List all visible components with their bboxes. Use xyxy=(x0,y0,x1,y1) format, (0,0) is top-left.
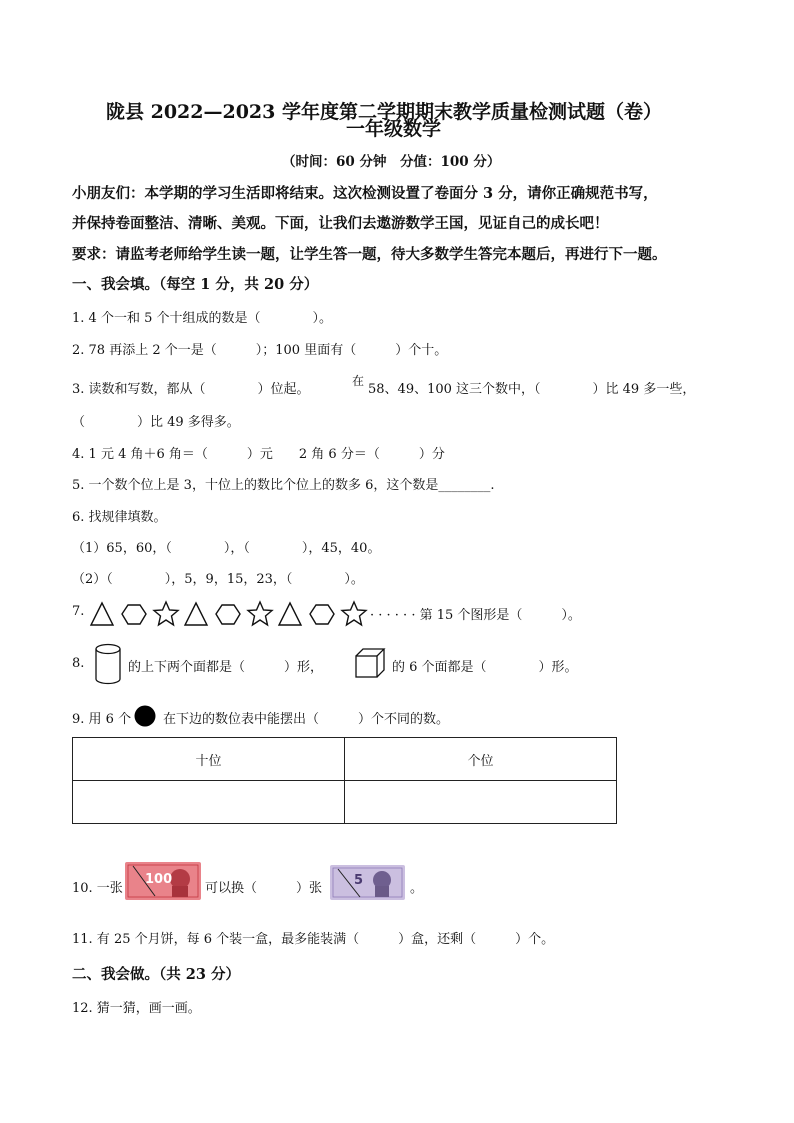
question-10-middle: 可以换（ ）张 xyxy=(205,881,323,896)
star-icon xyxy=(248,602,272,625)
question-9-suffix: 在下边的数位表中能摆出（ ）个不同的数。 xyxy=(163,712,450,727)
place-value-table xyxy=(72,737,617,824)
banknote-5-image xyxy=(330,865,405,900)
page-title: 陇县 2022—2023 学年度第二学期期末教学质量检测试题（卷） xyxy=(106,101,662,123)
question-8-cylinder-text: 的上下两个面都是（ ）形， xyxy=(128,660,324,675)
intro-line-2: 并保持卷面整洁、清晰、美观。下面，让我们去遨游数学王国，见证自己的成长吧！ xyxy=(72,215,609,232)
column-ones: 个位 xyxy=(345,738,617,781)
cube-icon xyxy=(354,647,386,679)
question-2: 2. 78 再添上 2 个一是（ ）；100 里面有（ ）个十。 xyxy=(72,343,448,358)
question-5: 5. 一个数个位上是 3，十位上的数比个位上的数多 6，这个数是________. xyxy=(72,478,495,493)
banknote-5-value: 5 xyxy=(354,873,364,888)
triangle-icon xyxy=(185,603,207,625)
hexagon-icon xyxy=(310,605,334,624)
question-8-cube-text: 的 6 个面都是（ ）形。 xyxy=(392,660,578,675)
exam-meta: （时间：60 分钟 分值：100 分） xyxy=(282,154,501,170)
question-10-suffix: 。 xyxy=(410,881,424,896)
triangle-icon xyxy=(279,603,301,625)
intro-line-1: 小朋友们：本学期的学习生活即将结束。这次检测设置了卷面分 3 分，请你正确规范书写， xyxy=(72,185,658,202)
page-subtitle: 一年级数学 xyxy=(346,118,442,140)
cell-ones xyxy=(345,781,617,824)
column-tens: 十位 xyxy=(73,738,345,781)
question-7-number: 7. xyxy=(72,604,85,619)
question-9-prefix: 9. 用 6 个 xyxy=(72,712,132,727)
cylinder-icon xyxy=(94,643,122,685)
question-10-prefix: 10. 一张 xyxy=(72,881,123,896)
hexagon-icon xyxy=(216,605,240,624)
question-11: 11. 有 25 个月饼，每 6 个装一盒，最多能装满（ ）盒，还剩（ ）个。 xyxy=(72,932,555,947)
question-7-tail: · · · · · · 第 15 个图形是（ ）。 xyxy=(370,608,581,623)
section-2-heading: 二、我会做。（共 23 分） xyxy=(72,966,241,983)
question-4: 4. 1 元 4 角＋6 角＝（ ）元 2 角 6 分＝（ ）分 xyxy=(72,447,445,462)
section-1-heading: 一、我会填。（每空 1 分，共 20 分） xyxy=(72,276,319,293)
question-3-part-3: 58、49、100 这三个数中，（ ）比 49 多一些， xyxy=(368,382,696,397)
intro-line-3: 要求：请监考老师给学生读一题，让学生答一题，待大多数学生答完本题后，再进行下一题。 xyxy=(72,246,667,263)
question-12: 12. 猜一猜，画一画。 xyxy=(72,1001,201,1016)
question-3-line-2: （ ）比 49 多得多。 xyxy=(72,415,240,430)
banknote-100-value: 100 xyxy=(145,872,173,887)
question-6-stem: 6. 找规律填数。 xyxy=(72,510,167,525)
black-dot-icon xyxy=(134,705,156,727)
table-header-row xyxy=(73,738,617,781)
triangle-icon xyxy=(91,603,113,625)
star-icon xyxy=(342,602,366,625)
hexagon-icon xyxy=(122,605,146,624)
question-3-part-1: 3. 读数和写数，都从（ ）位起。 xyxy=(72,382,310,397)
question-6-b: （2）（ ），5，9，15，23，（ ）。 xyxy=(72,572,364,587)
question-3-part-2: 在 xyxy=(352,374,365,388)
banknote-100-image xyxy=(125,862,201,900)
question-6-a: （1）65，60，（ ），（ ），45，40。 xyxy=(72,541,381,556)
table-row xyxy=(73,781,617,824)
star-icon xyxy=(154,602,178,625)
question-8-number: 8. xyxy=(72,656,85,671)
shape-sequence xyxy=(88,600,370,628)
question-1: 1. 4 个一和 5 个十组成的数是（ ）。 xyxy=(72,311,332,326)
cell-tens xyxy=(73,781,345,824)
